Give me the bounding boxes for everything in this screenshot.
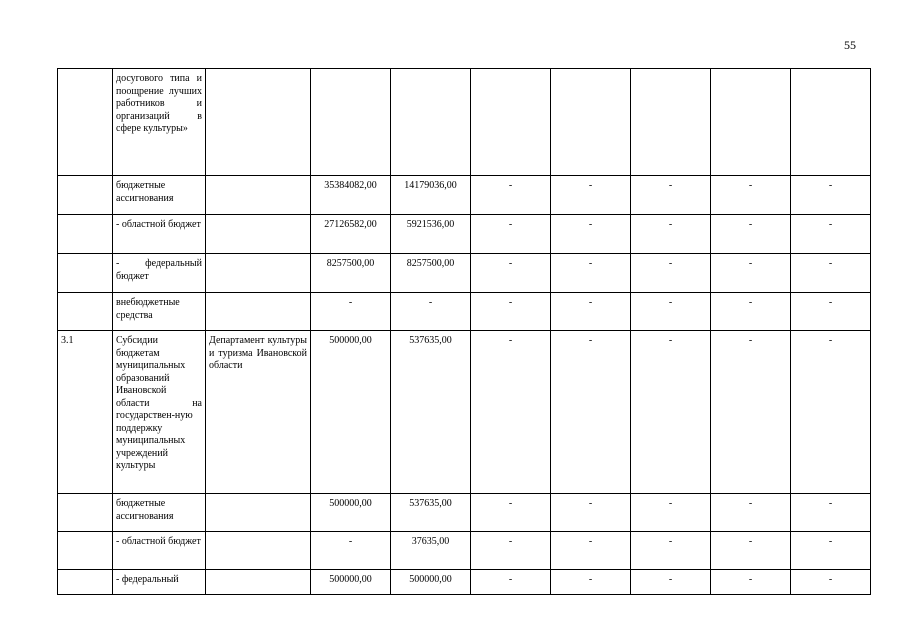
executor-cell — [206, 69, 311, 176]
table-row — [58, 215, 871, 254]
value-cell: - — [711, 494, 791, 532]
value-cell: - — [471, 176, 551, 215]
value-cell: - — [311, 293, 391, 331]
value-cell: - — [791, 494, 871, 532]
executor-cell — [206, 176, 311, 215]
value-cell: - — [551, 532, 631, 570]
page-number: 55 — [844, 38, 856, 52]
value-cell: - — [551, 176, 631, 215]
item-name-cell: внебюджетные средства — [113, 293, 206, 331]
value-cell: - — [711, 570, 791, 595]
value-cell: - — [791, 293, 871, 331]
executor-cell — [206, 254, 311, 293]
value-cell: - — [711, 254, 791, 293]
value-cell: - — [791, 532, 871, 570]
table-row — [58, 176, 871, 215]
value-cell — [311, 69, 391, 176]
row-number-cell — [58, 532, 113, 570]
value-cell: - — [791, 215, 871, 254]
item-name-cell: досугового типа и поощрение лучших работников и организаций в сфере культуры» — [113, 69, 206, 176]
item-name-cell: Субсидии бюджетам муниципальных образований Ивановской области на государствен-ную поддержку муниципальных учреждений культуры — [113, 331, 206, 494]
value-cell: 35384082,00 — [311, 176, 391, 215]
value-cell: - — [791, 331, 871, 494]
value-cell: - — [471, 494, 551, 532]
item-name-cell: - областной бюджет — [113, 215, 206, 254]
value-cell: - — [791, 176, 871, 215]
value-cell: - — [631, 215, 711, 254]
item-name-cell: бюджетные ассигнования — [113, 176, 206, 215]
value-cell: - — [631, 570, 711, 595]
value-cell: - — [471, 570, 551, 595]
row-number-cell — [58, 176, 113, 215]
row-number-cell: 3.1 — [58, 331, 113, 494]
value-cell: - — [471, 331, 551, 494]
value-cell: 5921536,00 — [391, 215, 471, 254]
row-number-cell — [58, 254, 113, 293]
value-cell: 500000,00 — [311, 494, 391, 532]
value-cell: 27126582,00 — [311, 215, 391, 254]
value-cell: - — [551, 293, 631, 331]
value-cell: - — [631, 494, 711, 532]
value-cell: 8257500,00 — [311, 254, 391, 293]
item-name-cell: - федеральный — [113, 570, 206, 595]
value-cell — [791, 69, 871, 176]
value-cell: - — [471, 254, 551, 293]
value-cell: - — [711, 215, 791, 254]
budget-table — [57, 68, 871, 595]
executor-cell — [206, 570, 311, 595]
value-cell: 500000,00 — [391, 570, 471, 595]
value-cell: 500000,00 — [311, 331, 391, 494]
value-cell: - — [711, 176, 791, 215]
value-cell: - — [711, 331, 791, 494]
item-name-cell: бюджетные ассигнования — [113, 494, 206, 532]
value-cell: 537635,00 — [391, 331, 471, 494]
table-row — [58, 254, 871, 293]
value-cell — [391, 69, 471, 176]
table-row — [58, 331, 871, 494]
value-cell: 37635,00 — [391, 532, 471, 570]
value-cell: - — [471, 293, 551, 331]
value-cell — [631, 69, 711, 176]
value-cell: - — [791, 570, 871, 595]
value-cell: - — [631, 532, 711, 570]
row-number-cell — [58, 215, 113, 254]
value-cell: - — [471, 215, 551, 254]
value-cell: - — [391, 293, 471, 331]
value-cell: - — [311, 532, 391, 570]
item-name-cell: - федеральный бюджет — [113, 254, 206, 293]
row-number-cell — [58, 293, 113, 331]
executor-cell — [206, 293, 311, 331]
value-cell: - — [551, 494, 631, 532]
table-row — [58, 69, 871, 176]
value-cell: 537635,00 — [391, 494, 471, 532]
row-number-cell — [58, 69, 113, 176]
value-cell: 500000,00 — [311, 570, 391, 595]
value-cell: 14179036,00 — [391, 176, 471, 215]
table-row — [58, 494, 871, 532]
table-row — [58, 532, 871, 570]
value-cell — [711, 69, 791, 176]
value-cell — [551, 69, 631, 176]
value-cell: 8257500,00 — [391, 254, 471, 293]
row-number-cell — [58, 570, 113, 595]
row-number-cell — [58, 494, 113, 532]
value-cell: - — [631, 176, 711, 215]
value-cell: - — [471, 532, 551, 570]
executor-cell — [206, 532, 311, 570]
value-cell: - — [551, 254, 631, 293]
value-cell — [471, 69, 551, 176]
executor-cell: Департамент культуры и туризма Ивановской области — [206, 331, 311, 494]
value-cell: - — [551, 570, 631, 595]
executor-cell — [206, 494, 311, 532]
table-row — [58, 570, 871, 595]
item-name-cell: - областной бюджет — [113, 532, 206, 570]
value-cell: - — [631, 331, 711, 494]
value-cell: - — [551, 215, 631, 254]
value-cell: - — [791, 254, 871, 293]
value-cell: - — [631, 293, 711, 331]
value-cell: - — [631, 254, 711, 293]
value-cell: - — [711, 293, 791, 331]
value-cell: - — [551, 331, 631, 494]
value-cell: - — [711, 532, 791, 570]
executor-cell — [206, 215, 311, 254]
table-row — [58, 293, 871, 331]
